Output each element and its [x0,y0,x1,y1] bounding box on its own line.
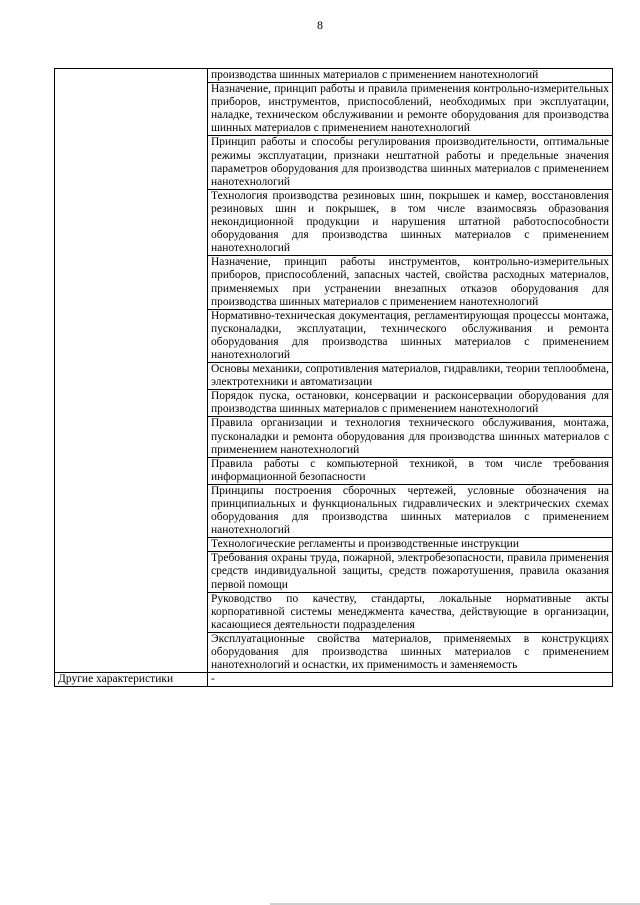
table-cell: Принципы построения сборочных чертежей, условные обозначения на принципиальных и функциональных гидравлических и электрических схемах оборудования для производства шинных материалов с применением нанотехнологий [208,484,613,537]
left-column-cell [55,69,208,673]
table-cell: Правила организации и технология технического обслуживания, монтажа, пусконаладки и ремонта оборудования для производства шинных материалов с применением нанотехнологий [208,417,613,457]
requirements-table [54,68,613,687]
table-cell: Основы механики, сопротивления материалов, гидравлики, теории теплообмена, электротехники и автоматизации [208,363,613,390]
table-cell: Назначение, принцип работы и правила применения контрольно-измерительных приборов, инструментов, приспособлений, необходимых при эксплуатации, наладке, техническом обслуживании и ремонте оборудования для производства шинных материалов с применением нанотехнологий [208,83,613,136]
page-number: 8 [317,18,323,32]
table-cell: производства шинных материалов с применением нанотехнологий [208,69,613,83]
table-cell: Правила работы с компьютерной техникой, в том числе требования информационной безопасности [208,457,613,484]
other-characteristics-value: - [208,673,613,687]
table-cell: Руководство по качеству, стандарты, локальные нормативные акты корпоративной системы менеджмента качества, действующие в организации, касающиеся деятельности подразделения [208,592,613,632]
table-cell: Технология производства резиновых шин, покрышек и камер, восстановления резиновых шин и покрышек, в том числе взаимосвязь образования некондиционной продукции и нарушения штатной работоспособности оборудования для производства шинных материалов с применением нанотехнологий [208,189,613,255]
table-row-other [55,673,613,687]
table-cell: Технологические регламенты и производственные инструкции [208,538,613,552]
table-row [55,69,613,83]
table-cell: Требования охраны труда, пожарной, электробезопасности, правила применения средств индивидуальной защиты, средств пожаротушения, правила оказания первой помощи [208,552,613,592]
table-cell: Порядок пуска, остановки, консервации и расконсервации оборудования для производства шинных материалов с применением нанотехнологий [208,390,613,417]
table-cell: Эксплуатационные свойства материалов, применяемых в конструкциях оборудования для производства шинных материалов с применением нанотехнологий и оснастки, их применимость и заменяемость [208,632,613,672]
other-characteristics-label: Другие характеристики [55,673,208,687]
table-cell: Принцип работы и способы регулирования производительности, оптимальные режимы эксплуатации, признаки нештатной работы и предельные значения параметров оборудования для производства шинных материалов с применением нанотехнологий [208,136,613,189]
table-cell: Назначение, принцип работы инструментов, контрольно-измерительных приборов, приспособлений, запасных частей, свойства расходных материалов, применяемых при устранении внезапных отказов оборудования для производства шинных материалов с применением нанотехнологий [208,256,613,309]
table-cell: Нормативно-техническая документация, регламентирующая процессы монтажа, пусконаладки, эксплуатации, технического обслуживания и ремонта оборудования для производства шинных материалов с применением нанотехнологий [208,309,613,362]
